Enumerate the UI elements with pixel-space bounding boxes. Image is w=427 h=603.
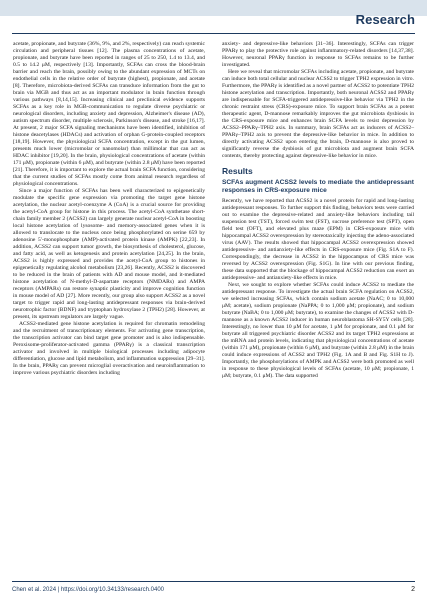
footer-citation-link[interactable]: Chen et al. 2024 | https://doi.org/10.34133/research.0400 xyxy=(12,587,164,593)
page-number: 2 xyxy=(411,586,415,593)
body-paragraph: Here we reveal that micromolar SCFAs including acetate, propionate, and butyrate can induce both total cellular and nuclear ACSS2 to trigger TPH2 expression in vitro. Furthermore, the PPARγ is identified as a novel partner of ACSS2 to potentiate TPH2 histone acetylation and transcription. Importantly, both neuronal ACSS2 and PPARγ are indispensable for SCFA-triggered antidepressive-like behavior via TPH2 in the chronic restraint stress (CRS)-exposure mice. To support brain SCFAs as a potent therapeutic agent, D-mannose remarkably improves the gut microbiota dysbiosis in the CRS-exposure mice and enhances brain SCFA levels to resist depression by ACSS2–PPARγ–TPH2 axis. In summary, brain SCFAs act as inducers of ACSS2–PPARγ–TPH2 axis to prevent the depressive-like behavior in mice. In addition to directly activating ACSS2 upon entering the brain, D-mannose is also proved to significantly reverse the dysbiosis of gut microbiota and augment brain SCFA contents, thereby protecting against depressive-like behavior in mice. xyxy=(222,69,414,159)
right-column xyxy=(222,41,414,380)
body-paragraph: Since a major function of SCFAs has been well characterized to epigenetically modulate the specific gene expression via promoting the target gene histone acetylation, the nuclear acetyl-coenzyme A (CoA) is a crucial source for providing the acetyl-CoA group for histone in this process. The acetyl-CoA synthetase short-chain family member 2 (ACSS2) can largely generate nuclear acetyl-CoA in boosting local histone acetylation of lysosome- and memory-associated genes when it is allowed to translocate to the nucleus once being phosphorylated on serine 659 by adenosine 5′-monophosphate (AMP)-activated protein kinase (AMPK) [22,23]. In addition, ACSS2 can support tumor growth, the biosynthesis of cholesterol, glucose, and fatty acid, as well as ketogenesis and protein acetylation [24,25]. In the brain, ACSS2 is highly expressed and provides the acetyl-CoA group to histones in epigenetically regulating alcohol metabolism [23,26]. Recently, ACSS2 is discovered to be reduced in the brain of patients with AD and mouse model, and it-mediated histone acetylation of N-methyl-D-aspartate receptors (NMDARs) and AMPA receptors (AMPARs) can restore synaptic plasticity and improve cognition function in mouse model of AD [27]. More recently, our group also support ACSS2 as a novel target to trigger rapid and long-lasting antidepressant responses via brain-derived neurotrophic factor (BDNF) and tryptophan hydroxylase 2 (TPH2) [28]. However, at present, its upstream regulators are largely vague. xyxy=(13,188,205,320)
header-rule xyxy=(12,33,415,34)
subsection-heading: SCFAs augment ACSS2 levels to mediate the antidepressant responses in CRS-exposure mice xyxy=(222,179,414,194)
body-paragraph: Next, we sought to explore whether SCFAs could induce ACSS2 to mediate the antidepressant response. To investigate the actual brain SCFA regulation on ACSS2, we selected increasing SCFAs, which contain sodium acetate (NaAC; 0 to 10,000 μM; acetate), sodium propionate (NaPPA; 0 to 1,000 μM; propionate), and sodium butyrate (NaBA; 0 to 1,000 μM; butyrate), to examine the changes of ACSS2 with D-mannose as a known ACSS2 inducer in human neuroblastoma SH-SY5Y cells [28]. Interestingly, no lower than 10 μM for acetate, 1 μM for propionate, and 0.1 μM for butyrate all triggered psychiatric disorder ACSS2 and its target TPH2 expressions at the mRNA and protein levels, indicating that physiological concentrations of acetate (within 171 μM), propionate (within 6 μM), and butyrate (within 2.8 μM) in the brain could induce expressions of ACSS2 and TPH2 (Fig. 1A and B and Fig. S1H to J). Importantly, the phosphorylations of AMPK and ACSS2 were both promoted as well in response to these physiological levels of SCFAs (acetate, 10 μM; propionate, 1 μM; butyrate, 0.1 μM). The data supported xyxy=(222,282,414,379)
section-heading-results: Results xyxy=(222,166,253,176)
journal-name: Research xyxy=(355,12,415,27)
left-column xyxy=(13,41,205,377)
body-paragraph: acetate, propionate, and butyrate (36%, 9%, and 2%, respectively) can reach systemic circulation and peripheral tissues [12]. The plasma concentrations of acetate, propionate, and butyrate have been reported in ranges of 25 to 250, 1.4 to 13.4, and 0.5 to 14.2 μM, respectively [13]. Importantly, SCFAs can cross the blood-brain barrier and reach the brain, possibly owing to the abundant expression of MCTs on endothelial cells in the relative order of butyrate (highest), propionate, and acetate [8]. Therefore, microbiota-derived SCFAs can transduce information from the gut to brain via MGB and thus act as an important modulator in brain function through various pathways [8,14,15]. Increasing clinical and preclinical evidence supports SCFAs as a key role in MGB-communication to regulate diverse psychiatric or neurological disorders, including anxiety and depression, Alzheimer's disease (AD), autism spectrum disorder, multiple sclerosis, Parkinson's disease, and stroke [16,17]. At present, 2 major SCFA signaling mechanisms have been identified, inhibition of histone deacetylases (HDACs) and activation of orphan G-protein-coupled receptors [18,19]. However, the physiological SCFA concentration, except in the gut lumen, presents much lower (micromolar or nanomolar) than millimolar that can act as HDAC inhibitor [19,20]. In the brain, physiological concentrations of acetate (within 171 μM), propionate (within 6 μM), and butyrate (within 2.8 μM) have been reported [21]. Therefore, it is important to explore the actual brain SCFA function, considering that the current studies of SCFAs mostly come from animal research regardless of physiological concentrations. xyxy=(13,41,205,187)
body-paragraph: ACSS2-mediated gene histone acetylation is required for chromatin remodeling and the recruitment of transcriptionary elements. For activating gene transcription, the transcription activator can bind target gene promoter and is also indispensable. Peroxisome-proliferator-activated gamma (PPARγ) is a classical transcription activator and involved in multiple biological processes including adipocyte differentiation, glucose and lipid metabolism, and inflammation suppression [29–31]. In the brain, PPARγ can prevent microglial overactivation and neuroinflammation to improve various psychiatric disorders including xyxy=(13,321,205,376)
body-paragraph: Recently, we have reported that ACSS2 is a novel protein for rapid and long-lasting antidepressant responses. To further support this finding, behaviors tests were carried out to examine the depressive-related and anxiety-like behaviors including tail suspension test (TST), forced swim test (FST), sucrose preference test (SPT), open field test (OFT), and elevated plus maze (EPM) in CRS-exposure mice with hippocampal ACSS2 overexpression by stereotaxically injecting the adeno-associated virus (AAV). The results showed that hippocampal ACSS2 overexpression showed antidepressive- and antianxiety-like effects in CRS-exposure mice (Fig. S1A to F). Correspondingly, the decrease in ACSS2 in the hippocampus of CRS mice was reversed by ACSS2 overexpression (Fig. S1G). In line with our previous finding, these data supported that the blockage of hippocampal ACSS2 reduction can exert an antidepressive- and antianxiety-like effects in mice. xyxy=(222,198,414,281)
page-footer xyxy=(12,581,415,596)
body-paragraph: anxiety- and depressive-like behaviors [31–36]. Interestingly, SCFAs can trigger PPARγ to play the protective role against inflammatory-related disorders [14,37,38]. However, neuronal PPARγ function in response to SCFAs remains to be further investigated. xyxy=(222,41,414,68)
